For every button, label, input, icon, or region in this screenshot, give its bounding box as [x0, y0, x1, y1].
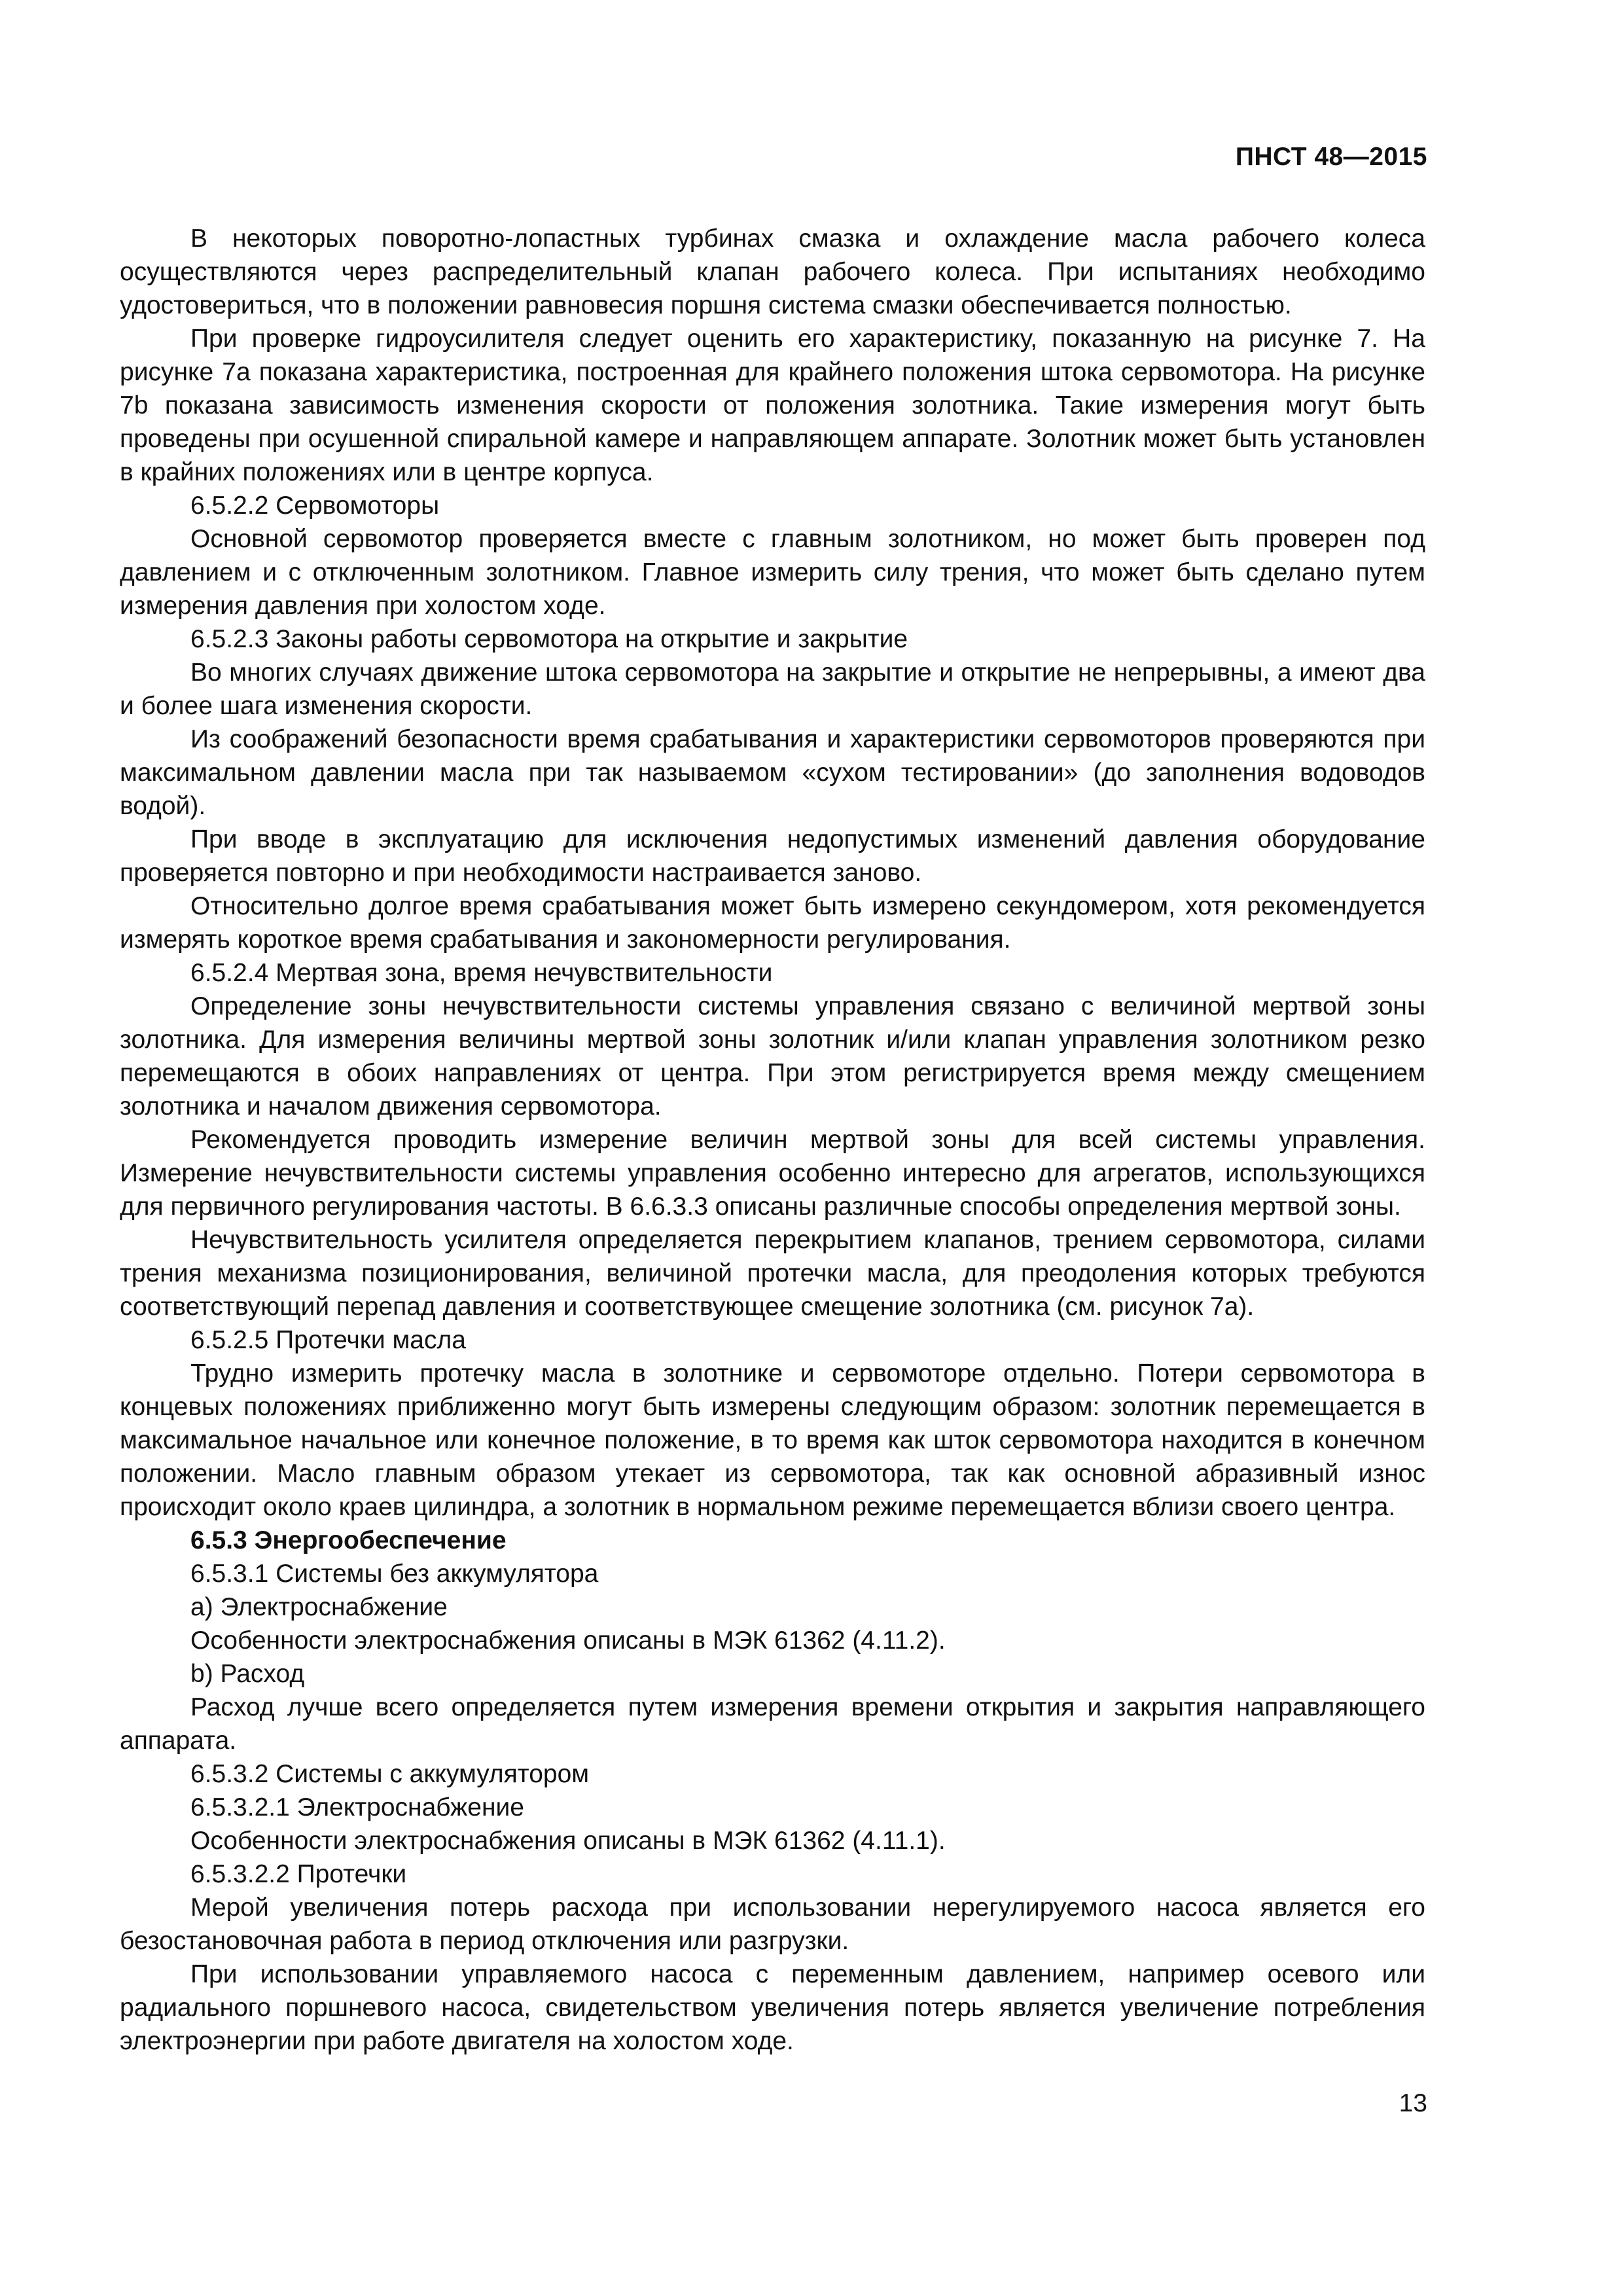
paragraph: Особенности электроснабжения описаны в МЭК 61362 (4.11.2). — [190, 1626, 946, 1655]
paragraph: При проверке гидроусилителя следует оценить его характеристику, показанную на рисунке 7. На рисунке 7а показана характеристика, построенная для крайнего положения штока сервомотора. На рисунке 7b показана зависимость изменения скорости от положения золотника. Такие измерения могут быть проведены при осушенной спиральной камере и направляющем аппарате. Золотник может быть установлен в крайних положениях или в центре корпуса. — [120, 325, 1425, 486]
section-heading: 6.5.2.4 Мертвая зона, время нечувствительности — [190, 959, 773, 987]
paragraph: Из соображений безопасности время срабатывания и характеристики сервомоторов проверяются при максимальном давлении масла при так называемом «сухом тестировании» (до заполнения водоводов водой). — [120, 725, 1425, 820]
section-heading-bold: 6.5.3 Энергообеспечение — [190, 1526, 507, 1554]
section-heading: 6.5.2.5 Протечки масла — [190, 1326, 466, 1354]
page-number: 13 — [1399, 2089, 1427, 2117]
document-number: ПНСТ 48—2015 — [1235, 143, 1427, 171]
section-heading: 6.5.2.3 Законы работы сервомотора на открытие и закрытие — [190, 625, 908, 653]
paragraph: В некоторых поворотно-лопастных турбинах смазка и охлаждение масла рабочего колеса осуществляются через распределительный клапан рабочего колеса. При испытаниях необходимо удостовериться, что в положении равновесия поршня система смазки обеспечивается полностью. — [120, 224, 1425, 319]
paragraph: Рекомендуется проводить измерение величин мертвой зоны для всей системы управления. Измерение нечувствительности системы управления особенно интересно для агрегатов, использующихся для первичного регулирования частоты. В 6.6.3.3 описаны различные способы определения мертвой зоны. — [120, 1126, 1425, 1221]
section-heading: 6.5.2.2 Сервомоторы — [190, 492, 440, 520]
paragraph: При использовании управляемого насоса с переменным давлением, например осевого или радиального поршневого насоса, свидетельством увеличения потерь является увеличение потребления электроэнергии при работе двигателя на холостом ходе. — [120, 1960, 1425, 2055]
section-heading: 6.5.3.2 Системы с аккумулятором — [190, 1760, 590, 1788]
document-body — [120, 222, 1425, 2058]
paragraph: Трудно измерить протечку масла в золотнике и сервомоторе отдельно. Потери сервомотора в концевых положениях приближенно могут быть измерены следующим образом: золотник перемещается в максимальное начальное или конечное положение, в то время как шток сервомотора находится в конечном положении. Масло главным образом утекает из сервомотора, так как основной абразивный износ происходит около краев цилиндра, а золотник в нормальном режиме перемещается вблизи своего центра. — [120, 1359, 1425, 1521]
section-heading: 6.5.3.2.1 Электроснабжение — [190, 1793, 524, 1821]
paragraph: Определение зоны нечувствительности системы управления связано с величиной мертвой зоны золотника. Для измерения величины мертвой зоны золотник и/или клапан управления золотником резко перемещаются в обоих направлениях от центра. При этом регистрируется время между смещением золотника и началом движения сервомотора. — [120, 992, 1425, 1121]
list-item: b) Расход — [190, 1660, 305, 1688]
paragraph: Нечувствительность усилителя определяется перекрытием клапанов, трением сервомотора, силами трения механизма позиционирования, величиной протечки масла, для преодоления которых требуются соответствующий перепад давления и соответствующее смещение золотника (см. рисунок 7а). — [120, 1226, 1425, 1321]
paragraph: Особенности электроснабжения описаны в МЭК 61362 (4.11.1). — [190, 1827, 946, 1855]
paragraph: Мерой увеличения потерь расхода при использовании нерегулируемого насоса является его безостановочная работа в период отключения или разгрузки. — [120, 1893, 1425, 1955]
paragraph: Расход лучше всего определяется путем измерения времени открытия и закрытия направляющего аппарата. — [120, 1693, 1425, 1755]
list-item: а) Электроснабжение — [190, 1593, 448, 1621]
paragraph: При вводе в эксплуатацию для исключения недопустимых изменений давления оборудование проверяется повторно и при необходимости настраивается заново. — [120, 825, 1425, 887]
section-heading: 6.5.3.2.2 Протечки — [190, 1860, 407, 1888]
section-heading: 6.5.3.1 Системы без аккумулятора — [190, 1560, 599, 1588]
paragraph: Основной сервомотор проверяется вместе с главным золотником, но может быть проверен под давлением и с отключенным золотником. Главное измерить силу трения, что может быть сделано путем измерения давления при холостом ходе. — [120, 525, 1425, 620]
paragraph: Относительно долгое время срабатывания может быть измерено секундомером, хотя рекомендуется измерять короткое время срабатывания и закономерности регулирования. — [120, 892, 1425, 954]
paragraph: Во многих случаях движение штока сервомотора на закрытие и открытие не непрерывны, а имеют два и более шага изменения скорости. — [120, 658, 1425, 720]
